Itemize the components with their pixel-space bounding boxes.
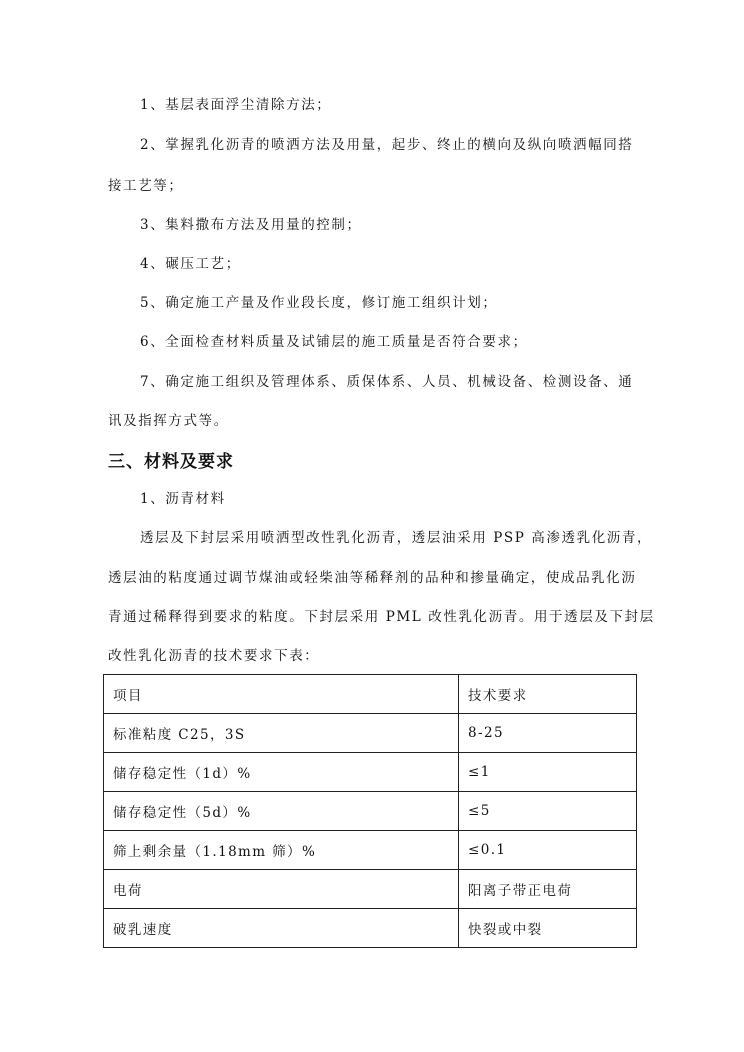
- step-7-continued: 讯及指挥方式等。: [108, 413, 229, 429]
- subsection-title: 1、沥青材料: [140, 491, 226, 507]
- step-3: 3、集料撒布方法及用量的控制；: [140, 217, 362, 233]
- row-item: 标准粘度 C25，3S: [104, 714, 459, 753]
- row-item: 储存稳定性（5d）%: [104, 792, 459, 831]
- step-6: 6、全面检查材料质量及试铺层的施工质量是否符合要求；: [140, 334, 528, 350]
- step-4: 4、碾压工艺；: [140, 256, 241, 272]
- row-item: 筛上剩余量（1.18mm 筛）%: [104, 831, 459, 870]
- row-item: 储存稳定性（1d）%: [104, 753, 459, 792]
- table-row: [104, 870, 637, 909]
- row-requirement: 8-25: [459, 714, 637, 753]
- row-item: 电荷: [104, 870, 459, 909]
- table-row: [104, 909, 637, 948]
- paragraph-line-4: 改性乳化沥青的技术要求下表：: [108, 648, 320, 664]
- paragraph-line-1: 透层及下封层采用喷洒型改性乳化沥青，透层油采用 PSP 高渗透乳化沥青，: [140, 530, 653, 546]
- section-heading: 三、材料及要求: [108, 452, 234, 472]
- row-requirement: ≤0.1: [459, 831, 637, 870]
- step-7: 7、确定施工组织及管理体系、质保体系、人员、机械设备、检测设备、通: [140, 374, 634, 390]
- table-row: [104, 792, 637, 831]
- step-1: 1、基层表面浮尘清除方法；: [140, 97, 332, 113]
- table-header-row: [104, 675, 637, 714]
- row-requirement: 阳离子带正电荷: [459, 870, 637, 909]
- paragraph-line-2: 透层油的粘度通过调节煤油或轻柴油等稀释剂的品种和掺量确定，使成品乳化沥: [108, 570, 637, 586]
- row-requirement: ≤5: [459, 792, 637, 831]
- table-row: [104, 831, 637, 870]
- paragraph-line-3: 青通过稀释得到要求的粘度。下封层采用 PML 改性乳化沥青。用于透层及下封层: [108, 609, 655, 625]
- spec-table: [103, 674, 637, 948]
- row-requirement: ≤1: [459, 753, 637, 792]
- table-row: [104, 714, 637, 753]
- step-2: 2、掌握乳化沥青的喷洒方法及用量，起步、终止的横向及纵向喷洒幅同搭: [140, 137, 634, 153]
- table-row: [104, 753, 637, 792]
- row-item: 破乳速度: [104, 909, 459, 948]
- step-5: 5、确定施工产量及作业段长度，修订施工组织计划；: [140, 295, 498, 311]
- header-item: 项目: [104, 675, 459, 714]
- header-requirement: 技术要求: [459, 675, 637, 714]
- step-2-continued: 接工艺等；: [108, 178, 184, 194]
- row-requirement: 快裂或中裂: [459, 909, 637, 948]
